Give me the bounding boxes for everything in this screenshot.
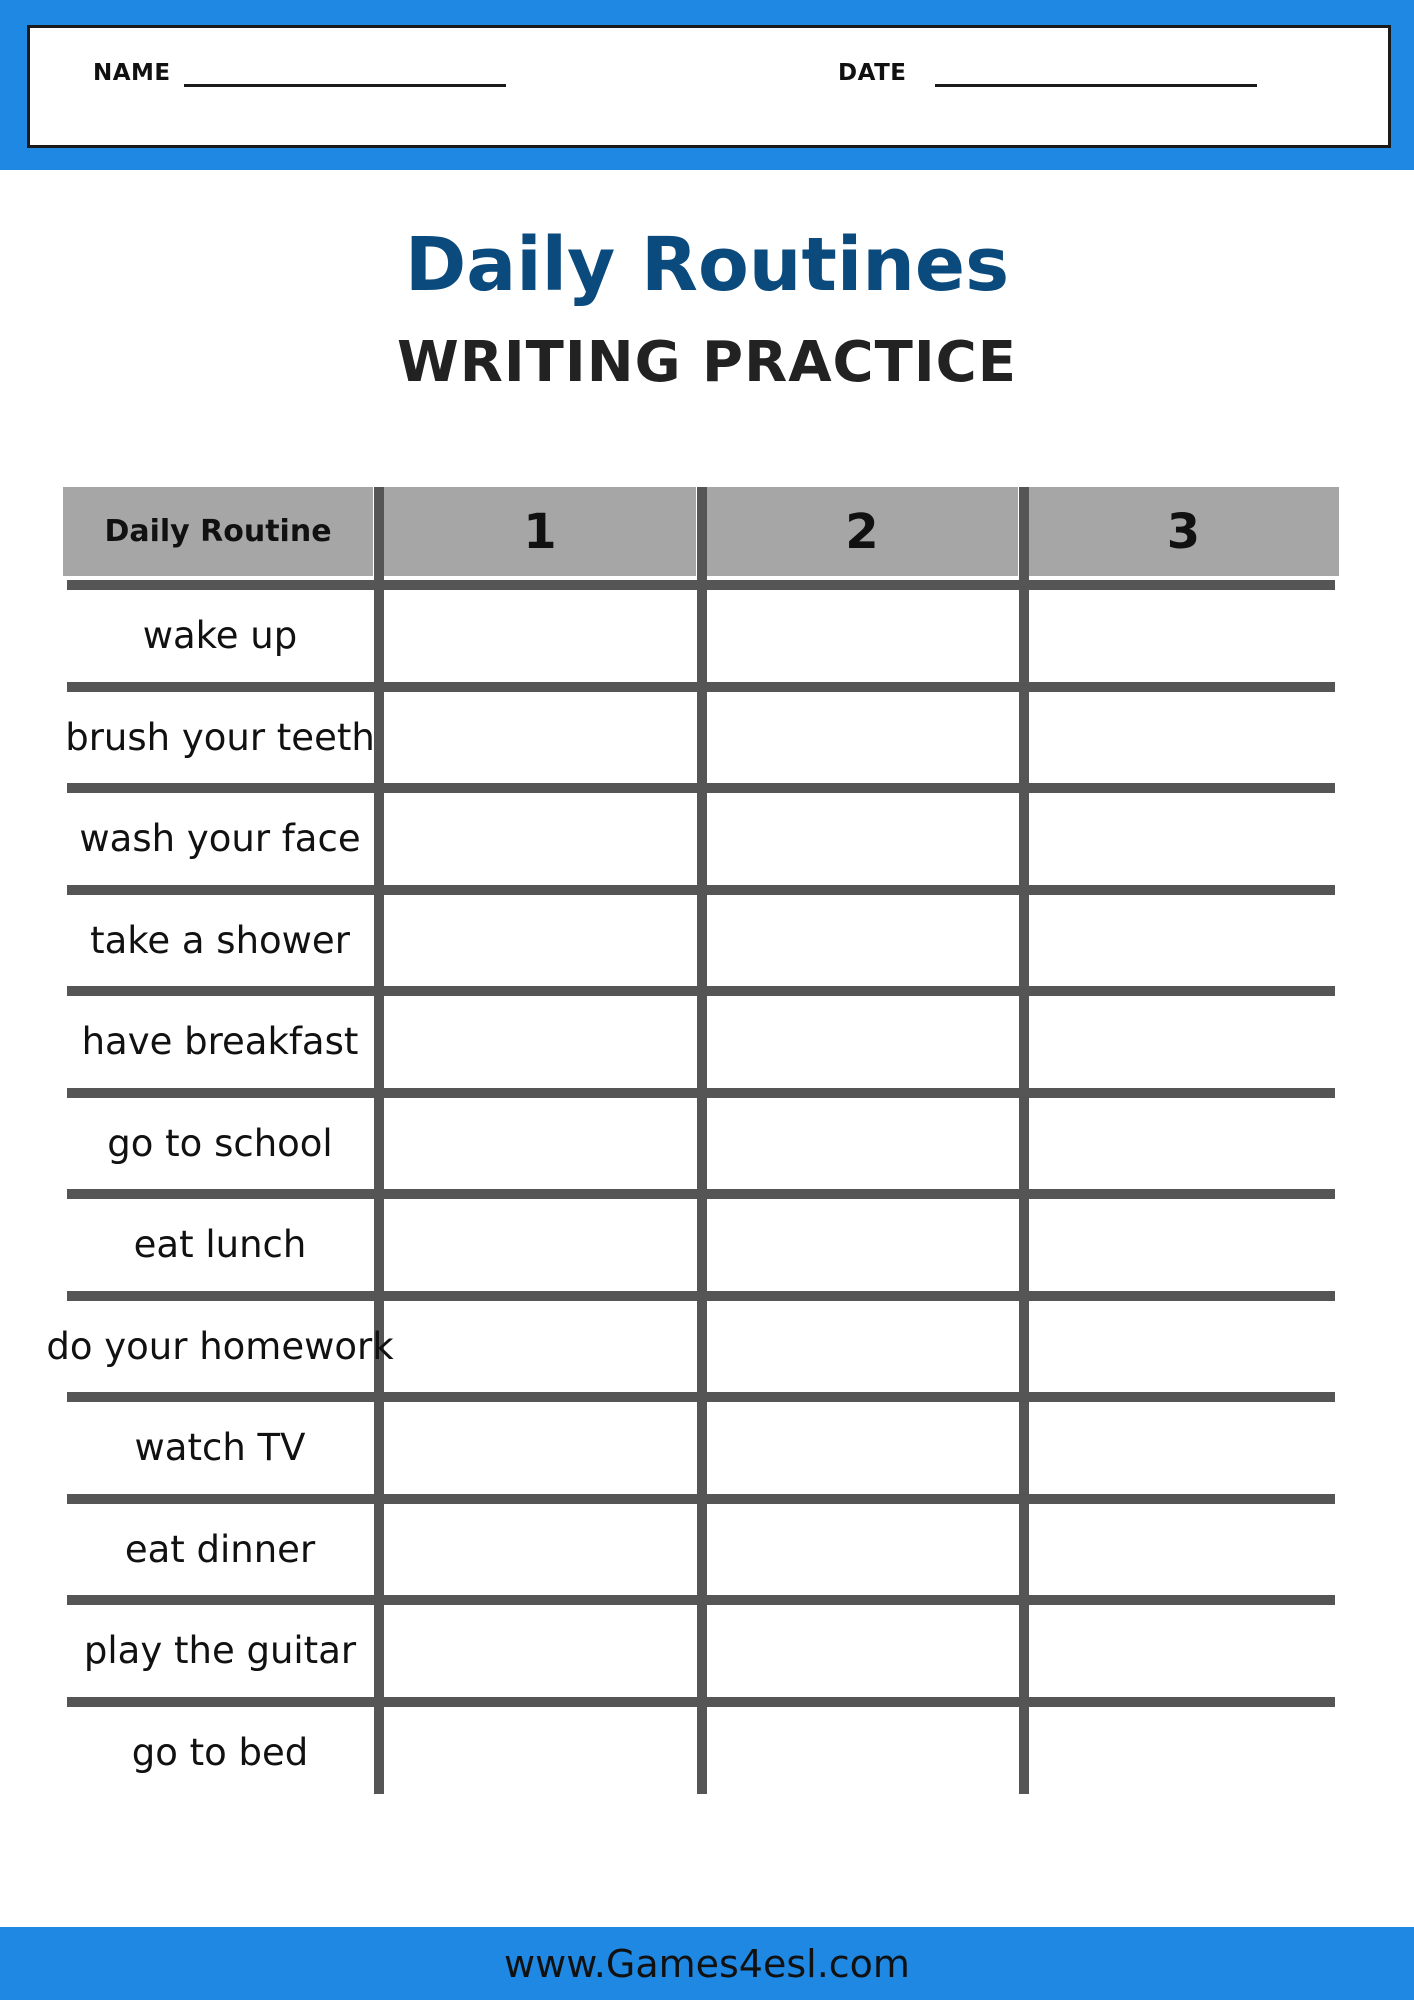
- name-label: NAME: [93, 60, 171, 86]
- writing-cell[interactable]: [1029, 1706, 1335, 1798]
- row-label-wake-up: wake up: [142, 613, 298, 657]
- writing-cell[interactable]: [1029, 589, 1335, 681]
- row-label-wash-your-face: wash your face: [79, 816, 361, 860]
- column-header-daily-routine: Daily Routine: [63, 487, 373, 576]
- writing-cell[interactable]: [707, 1706, 1019, 1798]
- date-label: DATE: [838, 60, 907, 86]
- row-label-take-a-shower: take a shower: [90, 918, 350, 962]
- footer-band: [0, 1927, 1414, 2000]
- writing-cell[interactable]: [384, 1706, 697, 1798]
- page-title: Daily Routines: [404, 222, 1010, 308]
- row-label-eat-dinner: eat dinner: [124, 1527, 316, 1571]
- row-label-go-to-bed: go to bed: [131, 1730, 309, 1774]
- writing-cell[interactable]: [384, 589, 697, 681]
- row-label-go-to-school: go to school: [107, 1121, 333, 1165]
- column-header-1: 1: [384, 487, 696, 576]
- writing-cell[interactable]: [707, 589, 1019, 681]
- row-label-watch-tv: watch TV: [134, 1425, 306, 1469]
- row-label-brush-your-teeth: brush your teeth: [65, 715, 375, 759]
- column-header-2: 2: [706, 487, 1018, 576]
- row-label-play-the-guitar: play the guitar: [83, 1628, 357, 1672]
- page-subtitle: WRITING PRACTICE: [396, 330, 1018, 395]
- row-label-eat-lunch: eat lunch: [133, 1222, 307, 1266]
- column-header-3: 3: [1028, 487, 1339, 576]
- row-label-do-your-homework: do your homework: [46, 1324, 394, 1368]
- row-label-have-breakfast: have breakfast: [81, 1019, 359, 1063]
- footer-url[interactable]: www.Games4esl.com: [504, 1941, 910, 1986]
